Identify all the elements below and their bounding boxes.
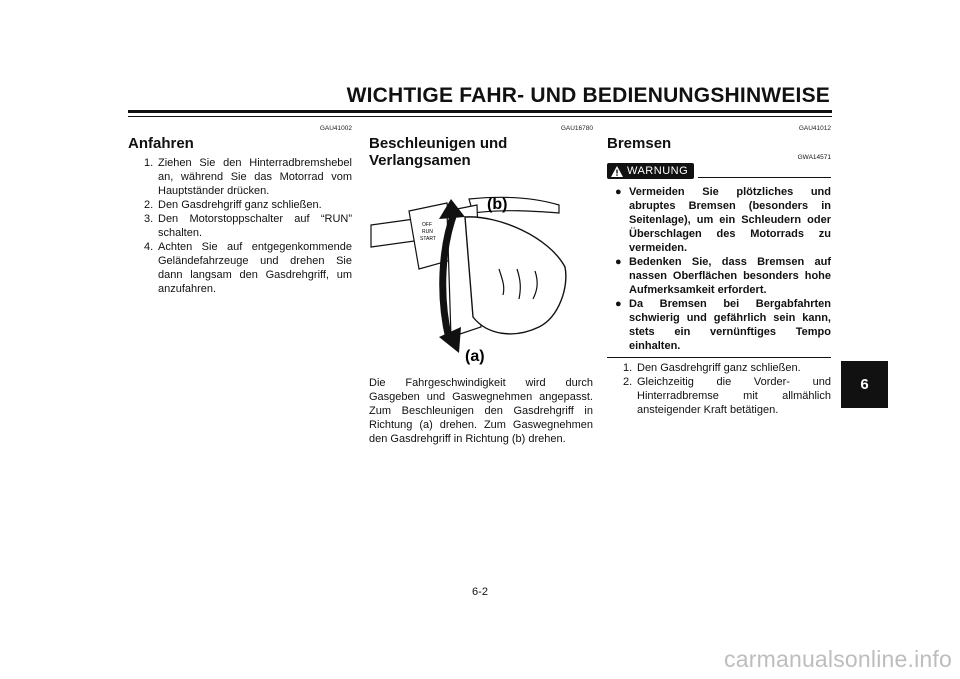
warning-header bbox=[607, 163, 831, 179]
throttle-paragraph: Die Fahrgeschwindigkeit wird durch Gasgeben und Gaswegnehmen angepasst. Zum Beschleunigen den Gasdrehgriff in Richtung (a) drehen. Zum Gaswegnehmen den Gasdrehgriff in Richtung (b) drehen. bbox=[369, 377, 593, 445]
step-list bbox=[607, 361, 831, 417]
direction-label-a: (a) bbox=[465, 348, 485, 365]
warning-rule bbox=[698, 177, 831, 178]
section-title: Anfahren bbox=[128, 135, 194, 152]
direction-label-b: (b) bbox=[487, 196, 508, 213]
list-item: 1. Ziehen Sie den Hinterradbremshebel an, während Sie das Motorrad vom Hauptständer drücken. bbox=[144, 157, 352, 197]
list-item: 1. Den Gasdrehgriff ganz schließen. bbox=[623, 362, 801, 374]
step-list bbox=[128, 156, 352, 296]
list-item: ● Da Bremsen bei Bergabfahrten schwierig und gefährlich sein kann, stets ein vernünftiges Tempo einhalten. bbox=[615, 298, 831, 352]
header-rule bbox=[128, 110, 832, 113]
warning-end-rule bbox=[607, 357, 831, 358]
section-code: GAU41012 bbox=[798, 125, 831, 132]
switch-label-off: OFF bbox=[422, 222, 432, 228]
warning-code: GWA14571 bbox=[797, 154, 831, 161]
list-item: 2. Den Gasdrehgriff ganz schließen. bbox=[144, 199, 322, 211]
section-title: Beschleunigen und Verlangsamen bbox=[369, 135, 508, 169]
section-beschleunigen bbox=[369, 125, 593, 446]
page-header-title: WICHTIGE FAHR- UND BEDIENUNGSHINWEISE bbox=[346, 84, 830, 107]
section-anfahren bbox=[128, 125, 352, 296]
throttle-grip-illustration bbox=[369, 177, 593, 365]
switch-label-start: START bbox=[420, 236, 436, 242]
section-code: GAU41002 bbox=[319, 125, 352, 132]
list-item: 3. Den Motorstoppschalter auf “RUN” schalten. bbox=[144, 213, 352, 239]
warning-badge: WARNUNG bbox=[607, 163, 694, 179]
section-code: GAU16780 bbox=[560, 125, 593, 132]
warning-triangle-icon bbox=[611, 166, 623, 177]
list-item: 2. Gleichzeitig die Vorder- und Hinterradbremse mit allmählich ansteigender Kraft betätigen. bbox=[623, 376, 831, 416]
page-number: 6-2 bbox=[472, 586, 488, 598]
header-rule-thin bbox=[128, 116, 832, 117]
warning-list bbox=[607, 185, 831, 353]
list-item: 4. Achten Sie auf entgegenkommende Geländefahrzeuge und drehen Sie dann langsam den Gasdrehgriff, um anzufahren. bbox=[144, 241, 352, 295]
list-item: ● Bedenken Sie, dass Bremsen auf nassen Oberflächen besonders hohe Aufmerksamkeit erfordert. bbox=[615, 256, 831, 296]
watermark: carmanualsonline.info bbox=[724, 646, 952, 672]
section-bremsen bbox=[607, 125, 831, 417]
chapter-tab[interactable]: 6 bbox=[841, 361, 888, 408]
section-title: Bremsen bbox=[607, 135, 672, 152]
switch-label-run: RUN bbox=[422, 229, 433, 235]
list-item: ● Vermeiden Sie plötzliches und abruptes Bremsen (besonders in Seitenlage), um ein Schleudern oder Überschlagen des Motorrads zu vermeiden. bbox=[615, 186, 831, 254]
